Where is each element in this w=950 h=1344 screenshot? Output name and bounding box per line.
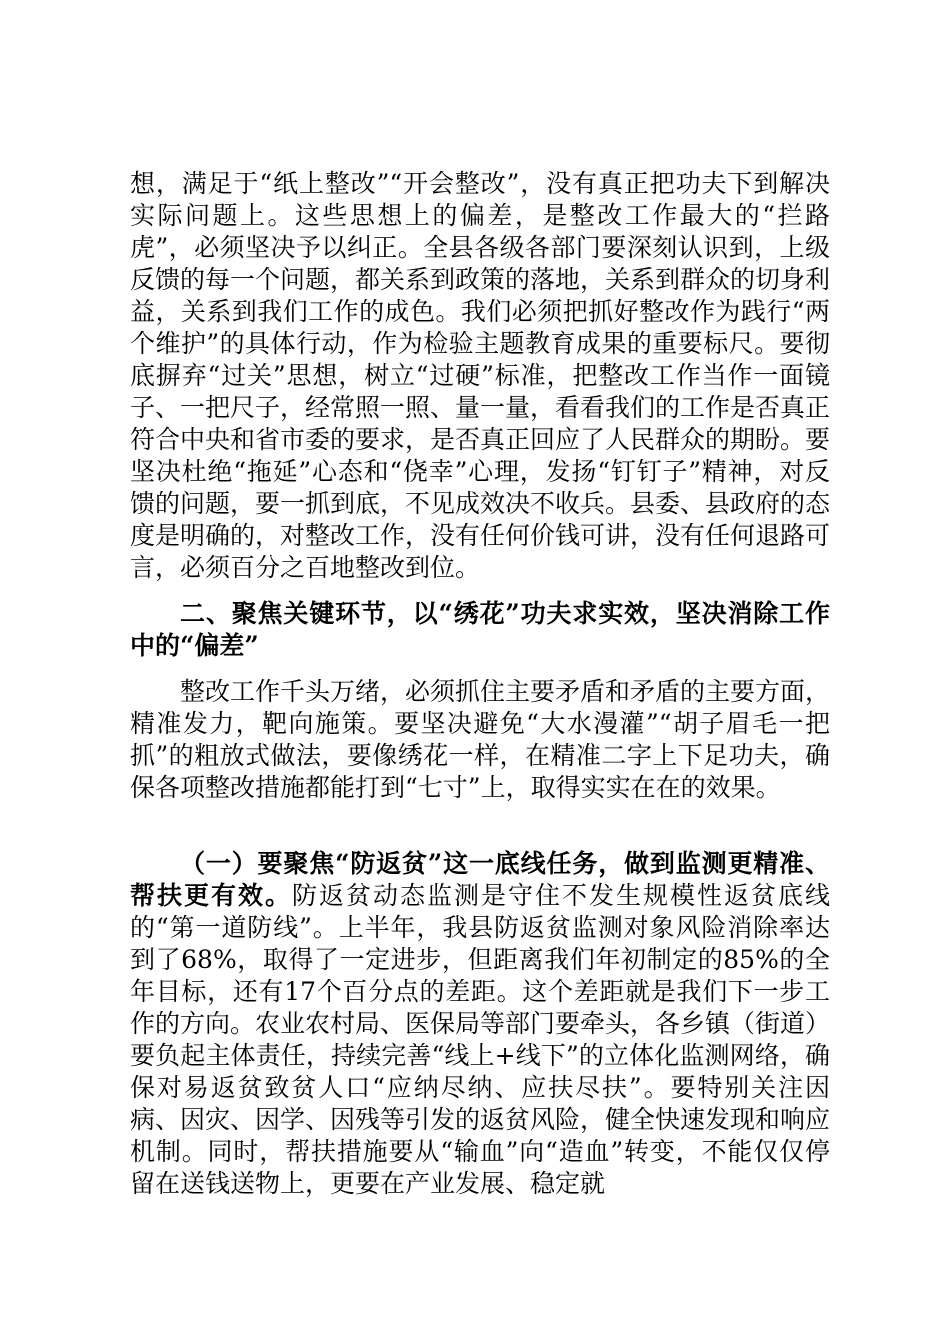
subsection-body: 防返贫动态监测是守住不发生规模性返贫底线的“第一道防线”。上半年，我县防返贫监测对象风险消除率达到了68%，取得了一定进步，但距离我们年初制定的85%的全年目标，还有17个百分点的差距。这个差距就是我们下一步工作的方向。农业农村局、医保局等部门要牵头，各乡镇（街道）要负起主体责任，持续完善“线上+线下”的立体化监测网络，确保对易返贫致贫人口“应纳尽纳、应扶尽扶”。要特别关注因病、因灾、因学、因残等引发的返贫风险，健全快速发现和响应机制。同时，帮扶措施要从“输血”向“造血”转变，不能仅仅停留在送钱送物上，更要在产业发展、稳定就 [130, 881, 831, 1198]
section-intro-paragraph: 整改工作千头万绪，必须抓住主要矛盾和矛盾的主要方面，精准发力，靶向施策。要坚决避免“大水漫灌”“胡子眉毛一把抓”的粗放式做法，要像绣花一样，在精准二字上下足功夫，确保各项整改措施都能打到“七寸”上，取得实实在在的效果。 [130, 677, 831, 802]
section-heading: 二、聚焦关键环节，以“绣花”功夫求实效，坚决消除工作中的“偏差” [130, 599, 830, 660]
subsection-lead: （一）要聚焦“防返贫”这一底线任务，做到监测更精准、帮扶更有效。 [130, 849, 830, 910]
subsection-paragraph [130, 848, 830, 1200]
paragraph-continuation: 想，满足于“纸上整改”“开会整改”，没有真正把功夫下到解决实际问题上。这些思想上的偏差，是整改工作最大的“拦路虎”，必须坚决予以纠正。全县各级各部门要深刻认识到，上级反馈的每一个问题，都关系到政策的落地，关系到群众的切身利益，关系到我们工作的成色。我们必须把抓好整改作为践行“两个维护”的具体行动，作为检验主题教育成果的重要标尺。要彻底摒弃“过关”思想，树立“过硬”标准，把整改工作当作一面镜子、一把尺子，经常照一照、量一量，看看我们的工作是否真正符合中央和省市委的要求，是否真正回应了人民群众的期盼。要坚决杜绝“拖延”心态和“侥幸”心理，发扬“钉钉子”精神，对反馈的问题，要一抓到底，不见成效决不收兵。县委、县政府的态度是明确的，对整改工作，没有任何价钱可讲，没有任何退路可言，必须百分之百地整改到位。 [130, 169, 831, 582]
